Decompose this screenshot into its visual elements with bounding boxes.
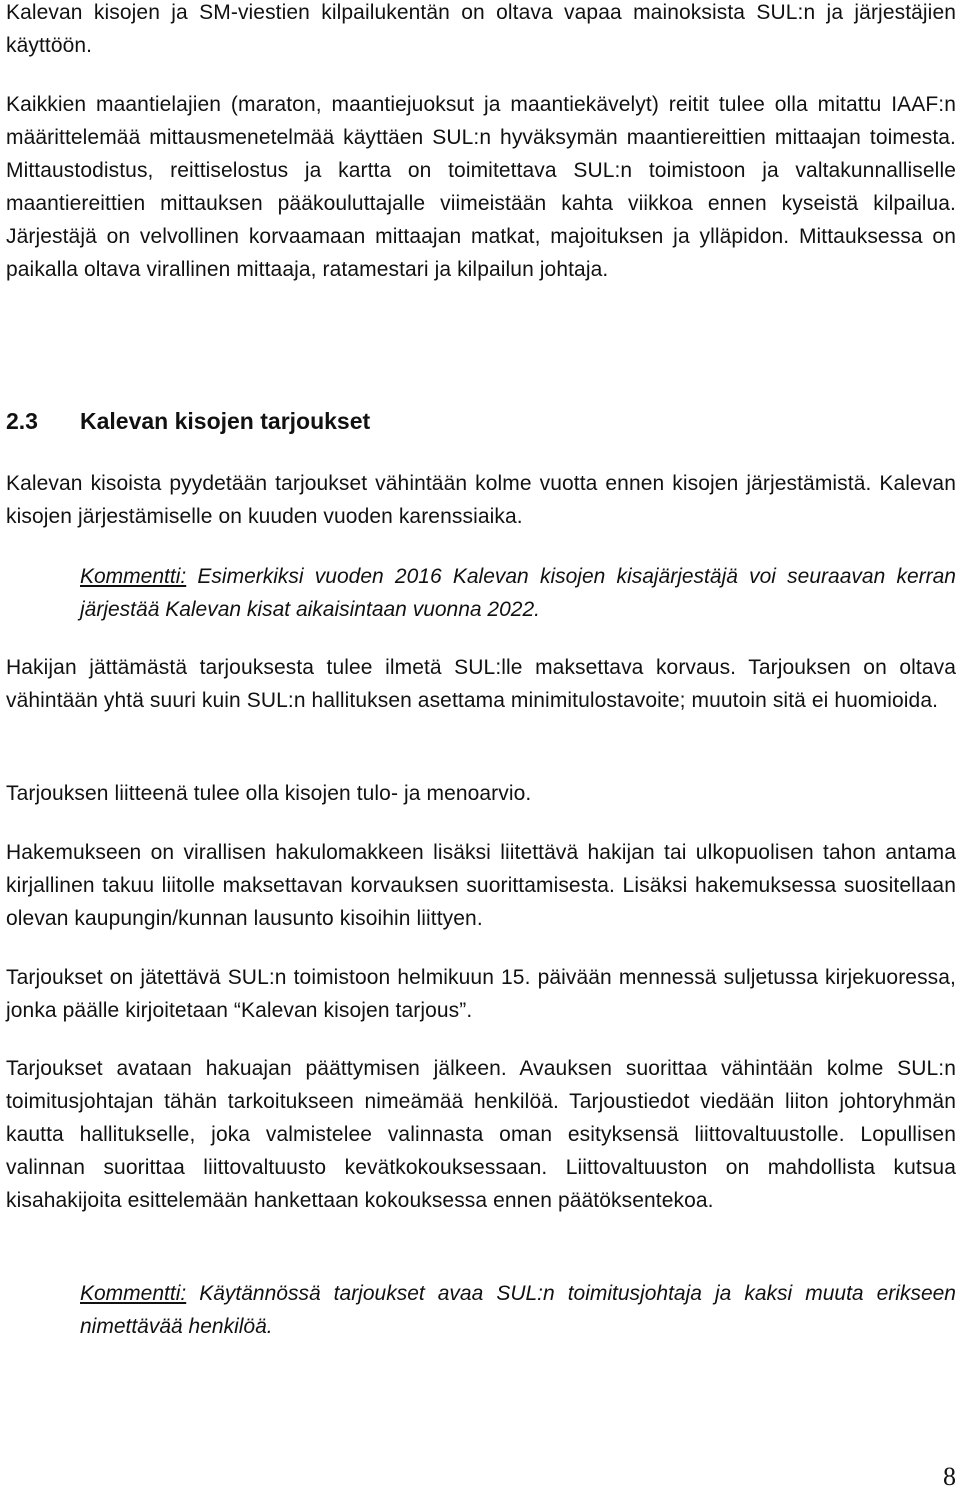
- comment-block-1: [80, 560, 956, 626]
- comment-label: Kommentti:: [80, 565, 187, 588]
- comment-block-2: [80, 1277, 956, 1343]
- paragraph-opening: Tarjoukset avataan hakuajan päättymisen jälkeen. Avauksen suorittaa vähintään kolme SUL:n toimitusjohtajan tähän tarkoitukseen nimeämää henkilöä. Tarjoustiedot viedään liiton johtoryhmän kautta hallitukselle, joka valmistelee valinnasta oman esityksensä liittovaltuustolle. Lopullisen valinnan suorittaa liittovaltuusto kevätkokouksessaan. Liittovaltuuston on mahdollista kutsua kisahakijoita esittelemään hankettaan kokouksessa ennen päätöksentekoa.: [6, 1057, 956, 1212]
- paragraph-compensation: Hakijan jättämästä tarjouksesta tulee ilmetä SUL:lle maksettava korvaus. Tarjouksen on oltava vähintään yhtä suuri kuin SUL:n hallituksen asettama minimitulostavoite; muutoin sitä ei huomioida.: [6, 656, 956, 712]
- section-title: Kalevan kisojen tarjoukset: [80, 408, 371, 434]
- section-heading: [6, 408, 370, 435]
- comment-text-2: Käytännössä tarjoukset avaa SUL:n toimitusjohtaja ja kaksi muuta erikseen nimettävää henkilöä.: [80, 1282, 956, 1338]
- paragraph-bids-timing: Kalevan kisoista pyydetään tarjoukset vähintään kolme vuotta ennen kisojen järjestämistä. Kalevan kisojen järjestämiselle on kuuden vuoden karenssiaika.: [6, 472, 956, 528]
- paragraph-advertising: Kalevan kisojen ja SM-viestien kilpailukentän on oltava vapaa mainoksista SUL:n ja järjestäjien käyttöön.: [6, 1, 956, 57]
- comment-label: Kommentti:: [80, 1282, 187, 1305]
- section-number: 2.3: [6, 408, 38, 434]
- paragraph-guarantee: Hakemukseen on virallisen hakulomakkeen lisäksi liitettävä hakijan tai ulkopuolisen tahon antama kirjallinen takuu liitolle maksettavan korvauksen suorittamisesta. Lisäksi hakemuksessa suositellaan olevan kaupungin/kunnan lausunto kisoihin liittyen.: [6, 841, 956, 930]
- paragraph-budget: Tarjouksen liitteenä tulee olla kisojen tulo- ja menoarvio.: [6, 782, 532, 805]
- paragraph-road-routes: Kaikkien maantielajien (maraton, maantiejuoksut ja maantiekävelyt) reitit tulee olla mitattu IAAF:n määrittelemää mittausmenetelmää käyttäen SUL:n hyväksymän maantiereittien mittaajan toimesta. Mittaustodistus, reittiselostus ja kartta on toimitettava SUL:n toimistoon ja valtakunnalliselle maantiereittien mittauksen pääkouluttajalle viimeistään kahta viikkoa ennen kyseistä kilpailua. Järjestäjä on velvollinen korvaamaan mittaajan matkat, majoituksen ja ylläpidon. Mittauksessa on paikalla oltava virallinen mittaaja, ratamestari ja kilpailun johtaja.: [6, 93, 956, 281]
- page-number: 8: [943, 1462, 956, 1491]
- paragraph-deadline: Tarjoukset on jätettävä SUL:n toimistoon helmikuun 15. päivään mennessä suljetussa kirjekuoressa, jonka päälle kirjoitetaan “Kalevan kisojen tarjous”.: [6, 966, 956, 1022]
- comment-text-1: Esimerkiksi vuoden 2016 Kalevan kisojen kisajärjestäjä voi seuraavan kerran järjestää Kalevan kisat aikaisintaan vuonna 2022.: [80, 565, 956, 621]
